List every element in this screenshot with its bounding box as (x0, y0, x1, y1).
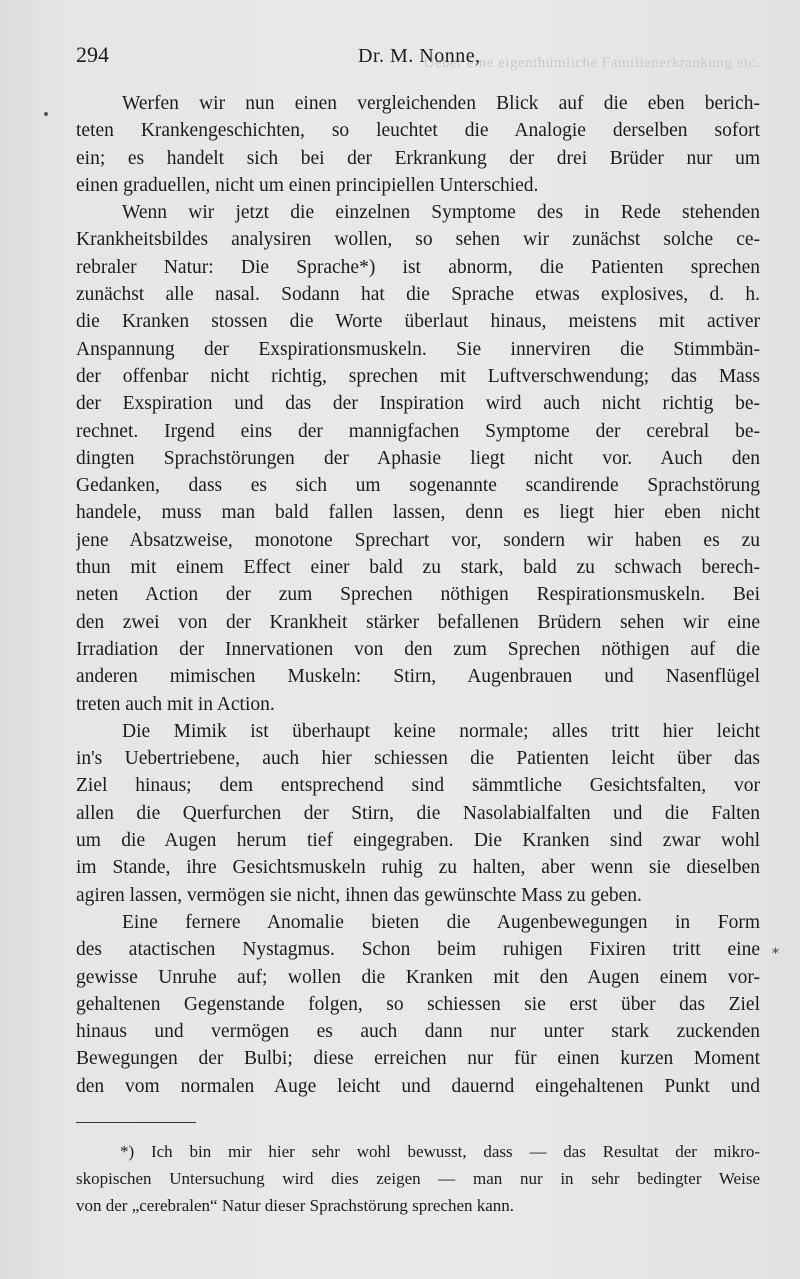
text-line: treten auch mit in Action. (76, 693, 275, 715)
footnote-line: *) Ich bin mir hier sehr wohl bewusst, dass — das Resultat der mikro- (120, 1142, 760, 1161)
footnote (76, 1138, 760, 1219)
text-line: den zwei von der Krankheit stärker befallenen Brüdern sehen wir eine (76, 611, 760, 633)
text-line: in's Uebertriebene, auch hier schiessen die Patienten leicht über das (76, 748, 760, 770)
text-line: Krankheitsbildes analysiren wollen, so sehen wir zunächst solche ce- (76, 229, 760, 251)
margin-mark: * (772, 946, 779, 962)
text-line: Irradiation der Innervationen von den zum Sprechen nöthigen auf die (76, 638, 760, 660)
text-line: einen graduellen, nicht um einen principiellen Unterschied. (76, 174, 539, 196)
text-line: jene Absatzweise, monotone Sprechart vor, sondern wir haben es zu (76, 529, 760, 551)
body-text (76, 90, 760, 1100)
text-line: zunächst alle nasal. Sodann hat die Sprache etwas explosives, d. h. (76, 284, 760, 306)
text-line: im Stande, ihre Gesichtsmuskeln ruhig zu halten, aber wenn sie dieselben (76, 857, 760, 879)
text-line: handele, muss man bald fallen lassen, denn es liegt hier eben nicht (76, 502, 760, 524)
text-line: Gedanken, dass es sich um sogenannte scandirende Sprachstörung (76, 475, 760, 497)
footnote-rule (76, 1122, 196, 1123)
print-speck (44, 112, 48, 116)
text-line: gehaltenen Gegenstande folgen, so schiessen sie erst über das Ziel (76, 993, 760, 1015)
text-line: neten Action der zum Sprechen nöthigen Respirationsmuskeln. Bei (76, 584, 760, 606)
text-line: Bewegungen der Bulbi; diese erreichen nur für einen kurzen Moment (76, 1048, 760, 1070)
text-line: der offenbar nicht richtig, sprechen mit Luftverschwendung; das Mass (76, 365, 760, 387)
text-line: Ziel hinaus; dem entsprechend sind sämmtliche Gesichtsfalten, vor (76, 775, 760, 797)
running-head: Dr. M. Nonne, (358, 45, 481, 67)
text-line: thun mit einem Effect einer bald zu stark, bald zu schwach berech- (76, 557, 760, 579)
text-line: Die Mimik ist überhaupt keine normale; alles tritt hier leicht (122, 720, 760, 742)
text-line: des atactischen Nystagmus. Schon beim ruhigen Fixiren tritt eine (76, 939, 760, 961)
text-line: ein; es handelt sich bei der Erkrankung der drei Brüder nur um (76, 147, 760, 169)
page-number: 294 (76, 42, 109, 67)
text-line: Werfen wir nun einen vergleichenden Blick auf die eben berich- (122, 93, 760, 114)
text-line: den vom normalen Auge leicht und dauernd eingehaltenen Punkt und (76, 1075, 760, 1097)
text-line: rebraler Natur: Die Sprache*) ist abnorm, die Patienten sprechen (76, 256, 760, 278)
text-line: gewisse Unruhe auf; wollen die Kranken mit den Augen einem vor- (76, 966, 760, 988)
text-line: agiren lassen, vermögen sie nicht, ihnen das gewünschte Mass zu geben. (76, 884, 642, 906)
footnote-line: von der „cerebralen“ Natur dieser Sprachstörung sprechen kann. (76, 1196, 515, 1215)
text-line: Wenn wir jetzt die einzelnen Symptome des in Rede stehenden (122, 202, 760, 224)
text-line: die Kranken stossen die Worte überlaut hinaus, meistens mit activer (76, 311, 760, 333)
text-line: der Exspiration und das der Inspiration wird auch nicht richtig be- (76, 393, 760, 415)
text-line: anderen mimischen Muskeln: Stirn, Augenbrauen und Nasenflügel (76, 666, 760, 688)
text-line: um die Augen herum tief eingegraben. Die Kranken sind zwar wohl (76, 830, 760, 852)
text-line: teten Krankengeschichten, so leuchtet die Analogie derselben sofort (76, 120, 760, 142)
footnote-line: skopischen Untersuchung wird dies zeigen — man nur in sehr bedingter Weise (76, 1169, 760, 1188)
text-line: dingten Sprachstörungen der Aphasie liegt nicht vor. Auch den (76, 447, 760, 469)
page-header (76, 42, 760, 72)
text-line: hinaus und vermögen es auch dann nur unter stark zuckenden (76, 1021, 760, 1043)
show-through-text: Ueber eine eigenthümliche Familienerkrankung etc. (423, 55, 760, 71)
text-line: allen die Querfurchen der Stirn, die Nasolabialfalten und die Falten (76, 802, 760, 824)
text-line: Anspannung der Exspirationsmuskeln. Sie innerviren die Stimmbän- (76, 338, 760, 360)
text-line: Eine fernere Anomalie bieten die Augenbewegungen in Form (122, 911, 760, 933)
text-line: rechnet. Irgend eins der mannigfachen Symptome der cerebral be- (76, 420, 760, 442)
